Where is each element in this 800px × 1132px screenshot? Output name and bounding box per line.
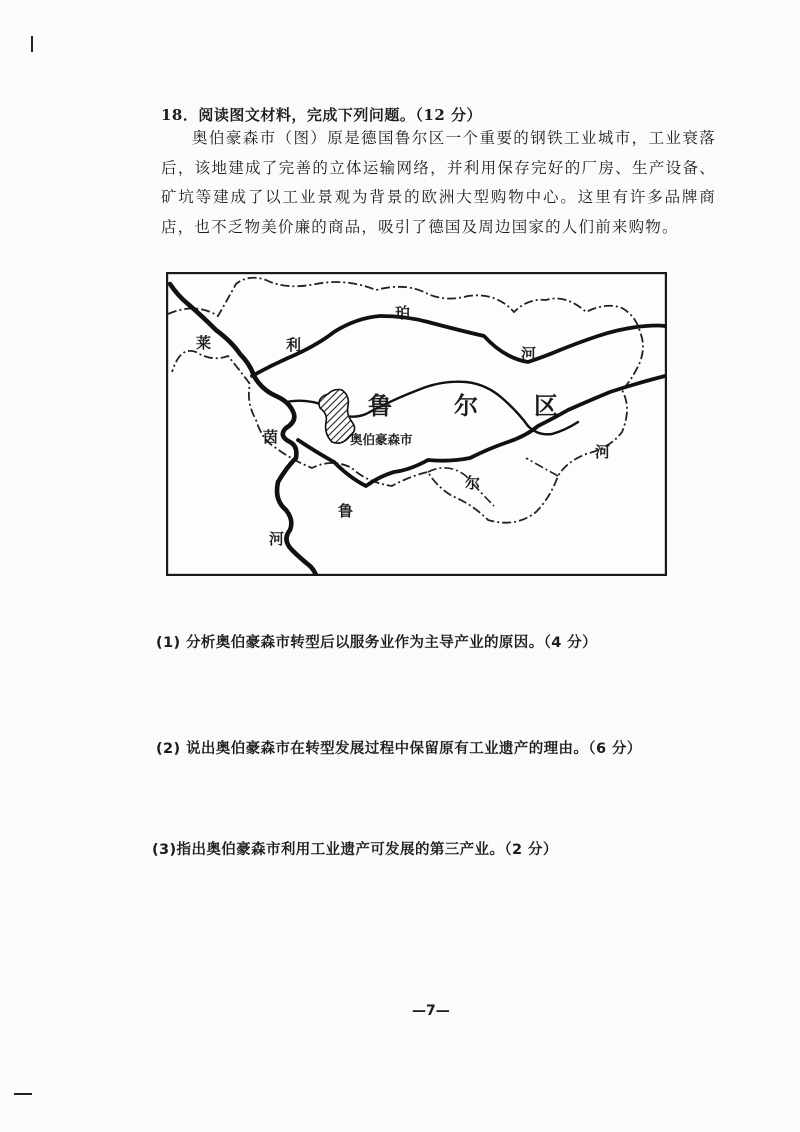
ruhr-river-label-2: 尔 bbox=[465, 474, 481, 492]
margin-mark bbox=[14, 1093, 32, 1095]
ruhr-river-label-3: 河 bbox=[595, 443, 611, 461]
lippe-label-1: 利 bbox=[286, 336, 302, 354]
ruhr-river-label-1: 鲁 bbox=[338, 502, 354, 520]
region-label-3: 区 bbox=[534, 392, 558, 420]
rhine-label-1: 莱 bbox=[196, 334, 212, 352]
region-label-1: 鲁 bbox=[368, 392, 392, 420]
region-label-2: 尔 bbox=[454, 392, 478, 420]
city-label: 奥伯豪森市 bbox=[350, 432, 413, 447]
sub-question-3: (3)指出奥伯豪森市利用工业遗产可发展的第三产业。（2 分） bbox=[152, 842, 558, 858]
sub-question-2: (2) 说出奥伯豪森市在转型发展过程中保留原有工业遗产的理由。（6 分） bbox=[156, 741, 642, 757]
map-graphic bbox=[166, 272, 667, 576]
margin-mark bbox=[31, 36, 33, 52]
question-passage: 奥伯豪森市（图）原是德国鲁尔区一个重要的钢铁工业城市，工业衰落后，该地建成了完善的立体运输网络，并利用保存完好的厂房、生产设备、矿坑等建成了以工业景观为背景的欧洲大型购物中心。这里有许多品牌商店，也不乏物美价廉的商品，吸引了德国及周边国家的人们前来购物。 bbox=[161, 129, 716, 236]
page-number: —7— bbox=[412, 1003, 450, 1019]
lippe-label-2: 珀 bbox=[395, 304, 411, 322]
ruhr-map bbox=[166, 272, 667, 576]
question-heading: 18．阅读图文材料，完成下列问题。（12 分） bbox=[161, 106, 482, 124]
rhine-label-2: 茵 bbox=[263, 428, 279, 446]
sub-question-1: (1) 分析奥伯豪森市转型后以服务业作为主导产业的原因。（4 分） bbox=[156, 635, 597, 651]
rhine-label-3: 河 bbox=[269, 530, 285, 548]
lippe-label-3: 河 bbox=[521, 345, 537, 363]
